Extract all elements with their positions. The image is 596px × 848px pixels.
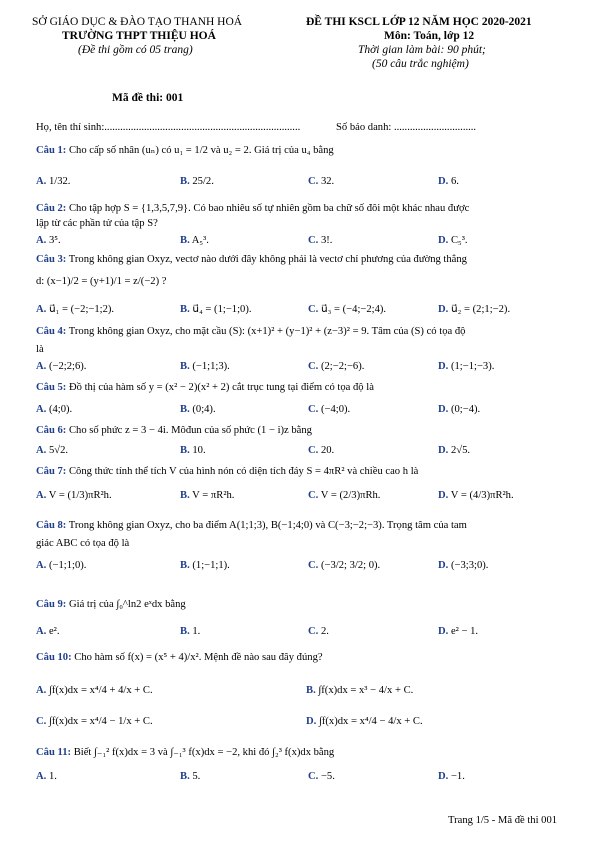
option-letter: A. <box>36 771 47 782</box>
q8-option-a: A. (−1;1;0). <box>36 560 87 571</box>
question-text: Công thức tính thể tích V của hình nón có diện tích đáy S = 4πR² và chiều cao h là <box>68 466 419 477</box>
option-letter: A. <box>36 235 47 246</box>
q9-option-c: C. 2. <box>308 626 329 637</box>
option-letter: A. <box>36 560 47 571</box>
student-name-line: Họ, tên thí sinh:.......................................................................... <box>36 122 301 133</box>
q6-option-c: C. 20. <box>308 445 335 456</box>
option-letter: D. <box>438 771 449 782</box>
option-letter: C. <box>308 235 319 246</box>
q1-option-c: C. 32. <box>308 176 335 187</box>
question-text: Đồ thị của hàm số y = (x² − 2)(x² + 2) cắt trục tung tại điểm có tọa độ là <box>68 382 374 393</box>
option-letter: B. <box>180 404 190 415</box>
q7-option-d: D. V = (4/3)πR²h. <box>438 490 514 501</box>
option-letter: D. <box>438 490 449 501</box>
question-label: Câu 4: <box>36 326 67 337</box>
q5-option-b: B. (0;4). <box>180 404 216 415</box>
option-letter: C. <box>308 771 319 782</box>
q4-option-b: B. (−1;1;3). <box>180 361 230 372</box>
question-text: Trong không gian Oxyz, cho mặt cầu (S): (x+1)² + (y−1)² + (z−3)² = 9. Tâm của (S) có tọa độ <box>68 326 466 337</box>
question-text: Cho tập hợp S = {1,3,5,7,9}. Có bao nhiêu số tự nhiên gồm ba chữ số đôi một khác nhau được <box>68 203 470 214</box>
option-letter: C. <box>308 304 319 315</box>
question-8 <box>36 519 467 532</box>
question-3-cont: d: (x−1)/2 = (y+1)/1 = z/(−2) ? <box>36 276 167 287</box>
question-2 <box>36 202 469 215</box>
question-label: Câu 1: <box>36 145 67 156</box>
q9-option-d: D. e² − 1. <box>438 626 479 637</box>
exam-code: Mã đề thi: 001 <box>112 92 184 104</box>
q8-option-d: D. (−3;3;0). <box>438 560 489 571</box>
option-letter: A. <box>36 626 47 637</box>
option-letter: B. <box>180 176 190 187</box>
option-letter: D. <box>438 560 449 571</box>
page-footer: Trang 1/5 - Mã đề thi 001 <box>448 815 558 826</box>
option-letter: B. <box>180 490 190 501</box>
q7-option-a: A. V = (1/3)πR²h. <box>36 490 112 501</box>
question-1 <box>36 144 334 157</box>
q11-option-d: D. −1. <box>438 771 465 782</box>
q4-option-c: C. (2;−2;−6). <box>308 361 365 372</box>
q1-option-a: A. 1/32. <box>36 176 71 187</box>
option-letter: B. <box>180 361 190 372</box>
question-label: Câu 2: <box>36 203 67 214</box>
option-letter: D. <box>438 176 449 187</box>
department-name: SỞ GIÁO DỤC & ĐÀO TẠO THANH HOÁ <box>32 16 243 28</box>
option-letter: A. <box>36 176 47 187</box>
question-label: Câu 8: <box>36 520 67 531</box>
q5-option-c: C. (−4;0). <box>308 404 351 415</box>
question-text: Cho số phức z = 3 − 4i. Môđun của số phức (1 − i)z bằng <box>68 425 312 436</box>
option-letter: B. <box>180 626 190 637</box>
q4-option-a: A. (−2;2;6). <box>36 361 87 372</box>
q3-option-b: B. u⃗₄ = (1;−1;0). <box>180 304 252 315</box>
q6-option-b: B. 10. <box>180 445 206 456</box>
question-text: Giá trị của ∫₀^ln2 eˣdx bằng <box>68 599 186 610</box>
q5-option-d: D. (0;−4). <box>438 404 481 415</box>
q10-option-d: D. ∫f(x)dx = x⁴/4 − 4/x + C. <box>306 716 423 727</box>
question-label: Câu 11: <box>36 747 72 758</box>
option-letter: A. <box>36 490 47 501</box>
student-id-line: Số báo danh: ............................... <box>336 122 477 133</box>
q3-option-c: C. u⃗₃ = (−4;−2;4). <box>308 304 387 315</box>
question-label: Câu 5: <box>36 382 67 393</box>
subject: Môn: Toán, lớp 12 <box>384 30 475 42</box>
question-label: Câu 9: <box>36 599 67 610</box>
option-letter: C. <box>308 176 319 187</box>
q11-option-a: A. 1. <box>36 771 57 782</box>
question-3 <box>36 253 467 266</box>
option-letter: B. <box>180 235 190 246</box>
option-letter: D. <box>438 235 449 246</box>
q3-option-d: D. u⃗₂ = (2;1;−2). <box>438 304 511 315</box>
question-count: (50 câu trắc nghiệm) <box>372 58 469 70</box>
option-letter: B. <box>180 304 190 315</box>
option-letter: A. <box>36 685 47 696</box>
option-letter: C. <box>308 404 319 415</box>
question-text: Biết ∫₋₁² f(x)dx = 3 và ∫₋₁³ f(x)dx = −2, khi đó ∫₂³ f(x)dx bằng <box>73 747 335 758</box>
question-label: Câu 7: <box>36 466 67 477</box>
time-limit: Thời gian làm bài: 90 phút; <box>358 44 486 56</box>
question-text: Trong không gian Oxyz, cho ba điểm A(1;1;3), B(−1;4;0) và C(−3;−2;−3). Trọng tâm của tam <box>68 520 467 531</box>
option-letter: B. <box>180 445 190 456</box>
question-label: Câu 6: <box>36 425 67 436</box>
q3-option-a: A. u⃗₁ = (−2;−1;2). <box>36 304 115 315</box>
option-letter: A. <box>36 361 47 372</box>
q1-option-d: D. 6. <box>438 176 459 187</box>
q8-option-b: B. (1;−1;1). <box>180 560 230 571</box>
option-letter: D. <box>306 716 317 727</box>
q10-option-b: B. ∫f(x)dx = x³ − 4/x + C. <box>306 685 414 696</box>
q7-option-c: C. V = (2/3)πRh. <box>308 490 381 501</box>
question-5 <box>36 381 374 394</box>
option-letter: A. <box>36 304 47 315</box>
question-label: Câu 3: <box>36 254 67 265</box>
question-7 <box>36 465 418 478</box>
option-letter: C. <box>308 626 319 637</box>
option-letter: B. <box>180 560 190 571</box>
option-letter: C. <box>308 490 319 501</box>
option-letter: A. <box>36 445 47 456</box>
option-letter: D. <box>438 404 449 415</box>
question-text: Cho hàm số f(x) = (x⁵ + 4)/x². Mệnh đề nào sau đây đúng? <box>74 652 323 663</box>
question-9 <box>36 598 186 611</box>
exam-title: ĐỀ THI KSCL LỚP 12 NĂM HỌC 2020-2021 <box>306 16 532 28</box>
school-name: TRƯỜNG THPT THIỆU HOÁ <box>62 30 216 42</box>
q10-option-a: A. ∫f(x)dx = x⁴/4 + 4/x + C. <box>36 685 153 696</box>
q7-option-b: B. V = πR²h. <box>180 490 235 501</box>
question-2-cont: lập từ các phần tử của tập S? <box>36 218 158 229</box>
option-letter: C. <box>308 361 319 372</box>
q2-option-a: A. 3⁵. <box>36 235 61 246</box>
q11-option-b: B. 5. <box>180 771 201 782</box>
question-text: Cho cấp số nhân (uₙ) có u₁ = 1/2 và u₂ = 2. Giá trị của u₄ bằng <box>68 145 334 156</box>
q8-option-c: C. (−3/2; 3/2; 0). <box>308 560 381 571</box>
question-8-cont: giác ABC có tọa độ là <box>36 538 130 549</box>
q9-option-b: B. 1. <box>180 626 201 637</box>
q6-option-a: A. 5√2. <box>36 445 69 456</box>
option-letter: D. <box>438 304 449 315</box>
q9-option-a: A. e². <box>36 626 60 637</box>
option-letter: B. <box>306 685 316 696</box>
q11-option-c: C. −5. <box>308 771 335 782</box>
q2-option-d: D. C₅³. <box>438 235 468 246</box>
page-count-note: (Đề thi gồm có 05 trang) <box>78 44 193 56</box>
option-letter: D. <box>438 445 449 456</box>
option-letter: D. <box>438 361 449 372</box>
q2-option-c: C. 3!. <box>308 235 333 246</box>
question-4 <box>36 325 465 338</box>
q2-option-b: B. A₅³. <box>180 235 209 246</box>
q1-option-b: B. 25/2. <box>180 176 214 187</box>
option-letter: C. <box>308 560 319 571</box>
option-letter: B. <box>180 771 190 782</box>
question-11 <box>36 746 334 759</box>
option-letter: C. <box>36 716 47 727</box>
question-6 <box>36 424 312 437</box>
option-letter: D. <box>438 626 449 637</box>
q6-option-d: D. 2√5. <box>438 445 471 456</box>
q4-option-d: D. (1;−1;−3). <box>438 361 495 372</box>
question-label: Câu 10: <box>36 652 72 663</box>
option-letter: C. <box>308 445 319 456</box>
question-10 <box>36 651 323 664</box>
option-letter: A. <box>36 404 47 415</box>
q5-option-a: A. (4;0). <box>36 404 73 415</box>
question-text: Trong không gian Oxyz, vectơ nào dưới đây không phải là vectơ chỉ phương của đường thẳng <box>68 254 467 265</box>
q10-option-c: C. ∫f(x)dx = x⁴/4 − 1/x + C. <box>36 716 153 727</box>
question-4-cont: là <box>36 344 44 355</box>
